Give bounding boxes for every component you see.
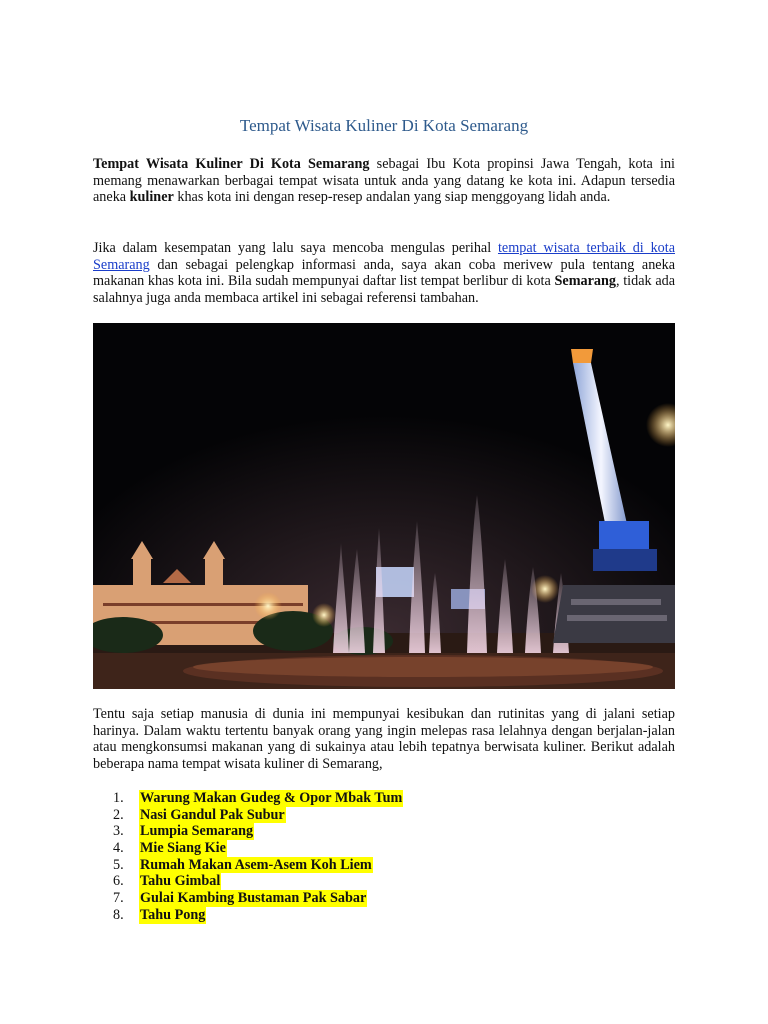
second-text-a: Jika dalam kesempatan yang lalu saya mencoba mengulas perihal bbox=[93, 240, 498, 256]
list-number: 5. bbox=[113, 856, 124, 873]
list-item-text: Lumpia Semarang bbox=[140, 823, 254, 840]
intro-text-a: sebagai Ibu Kota propinsi Jawa Tengah, kota ini memang menawarkan berbagai tempat wisata untuk anda yang datang ke kota ini. Adapun tersedia aneka bbox=[93, 156, 675, 206]
intro-text-b: khas kota ini dengan resep-resep andalan yang siap menggoyang lidah anda. bbox=[173, 189, 611, 206]
link-tempat-wisata[interactable]: tempat wisata terbaik di kota Semarang bbox=[93, 240, 675, 273]
list-number: 1. bbox=[113, 790, 124, 806]
third-paragraph: Tentu saja setiap manusia di dunia ini mempunyai kesibukan dan rutinitas yang di jalani setiap harinya. Dalam waktu tertentu banyak orang yang ingin melepas rasa lelahnya dengan berjalan-jalan atau mengkonsumsi makanan yang di sukainya atau lebih tepatnya berwisata kuliner. Berikut adalah beberapa nama tempat wisata kuliner di Semarang, bbox=[93, 706, 675, 772]
intro-lead-bold: Tempat Wisata Kuliner Di Kota Semarang bbox=[93, 156, 370, 172]
bold-semarang: Semarang bbox=[554, 273, 616, 290]
second-paragraph bbox=[93, 240, 675, 306]
list-item-text: Mie Siang Kie bbox=[140, 840, 226, 857]
list-number: 6. bbox=[113, 873, 124, 890]
intro-paragraph bbox=[93, 156, 675, 206]
list-item-text: Tahu Gimbal bbox=[140, 873, 221, 890]
list-number: 3. bbox=[113, 823, 124, 840]
second-text-c: , tidak ada salahnya juga anda membaca artikel ini sebagai referensi tambahan. bbox=[93, 273, 676, 306]
list-item-text: Gulai Kambing Bustaman Pak Sabar bbox=[140, 890, 367, 907]
list-item-text: Tahu Pong bbox=[140, 906, 206, 923]
page-title: Tempat Wisata Kuliner Di Kota Semarang bbox=[239, 116, 529, 135]
bold-kuliner: kuliner bbox=[129, 189, 174, 206]
second-text-b: dan sebagai pelengkap informasi anda, saya akan coba merivew pula tentang aneka makanan khas kota ini. Bila sudah mempunyai daftar list tempat berlibur di kota bbox=[93, 256, 675, 290]
semarang-night-photo bbox=[93, 323, 675, 689]
list-number: 8. bbox=[113, 906, 124, 923]
list-item-text: Rumah Makan Asem-Asem Koh Liem bbox=[140, 856, 372, 873]
list-item-text: Nasi Gandul Pak Subur bbox=[140, 806, 285, 823]
list-item-text: Warung Makan Gudeg & Opor Mbak Tum bbox=[140, 790, 403, 806]
list-number: 2. bbox=[113, 806, 124, 823]
list-number: 4. bbox=[113, 840, 124, 857]
list-number: 7. bbox=[113, 890, 124, 907]
